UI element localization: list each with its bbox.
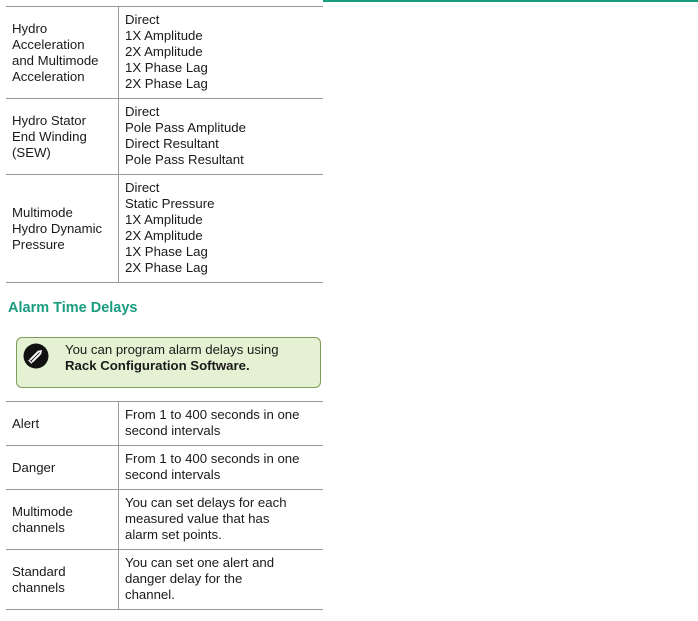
row-label: Alert bbox=[12, 415, 40, 431]
table-row bbox=[6, 99, 323, 175]
pencil-note-icon bbox=[23, 343, 49, 369]
row-label: Hydro Stator End Winding (SEW) bbox=[12, 112, 87, 160]
row-label: Multimode channels bbox=[12, 503, 73, 535]
row-label: Standard channels bbox=[12, 563, 66, 595]
note-box bbox=[16, 337, 321, 388]
row-values: Direct Static Pressure 1X Amplitude 2X Amplitude 1X Phase Lag 2X Phase Lag bbox=[119, 175, 324, 283]
row-values: Direct Pole Pass Amplitude Direct Resultant Pole Pass Resultant bbox=[119, 99, 324, 175]
row-values: You can set one alert and danger delay for the channel. bbox=[119, 550, 324, 610]
row-values: From 1 to 400 seconds in one second intervals bbox=[119, 402, 324, 446]
row-label: Danger bbox=[12, 459, 56, 475]
header-rule bbox=[323, 0, 698, 2]
note-text: You can program alarm delays using Rack Configuration Software. bbox=[65, 342, 317, 374]
alarm-delays-table bbox=[6, 401, 323, 610]
table-row bbox=[6, 175, 323, 283]
table-row bbox=[6, 550, 323, 610]
row-label: Hydro Acceleration and Multimode Acceleration bbox=[12, 20, 99, 84]
section-heading: Alarm Time Delays bbox=[8, 300, 138, 316]
row-values: You can set delays for each measured value that has alarm set points. bbox=[119, 490, 324, 550]
table-row bbox=[6, 402, 323, 446]
table-row bbox=[6, 490, 323, 550]
table-row bbox=[6, 446, 323, 490]
measurement-types-table bbox=[6, 6, 323, 283]
row-label: Multimode Hydro Dynamic Pressure bbox=[12, 204, 103, 252]
row-values: From 1 to 400 seconds in one second intervals bbox=[119, 446, 324, 490]
software-name: Rack Configuration Software. bbox=[65, 358, 250, 373]
table-row bbox=[6, 7, 323, 99]
row-values: Direct 1X Amplitude 2X Amplitude 1X Phase Lag 2X Phase Lag bbox=[119, 7, 324, 99]
